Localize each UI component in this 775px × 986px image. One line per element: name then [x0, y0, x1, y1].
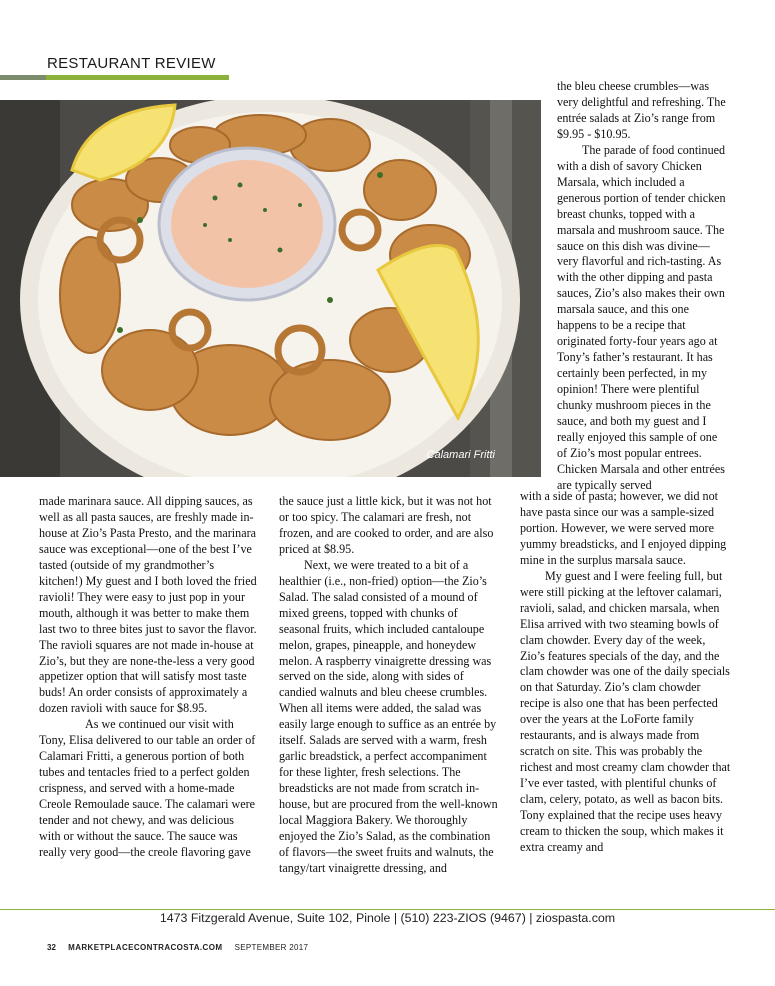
paragraph: As we continued our visit with Tony, Elisa delivered to our table an order of Calamari Fritti, a generous portion of both tubes and tentacles fried to a perfect golden crispness, and served with a home-made Creole Remoulade sauce. The calamari were tender and not chewy, and was delicious with or without the sauce. The sauce was really very good—the creole flavoring gave — [39, 717, 256, 859]
column-three-top — [557, 79, 727, 494]
paragraph: made marinara sauce. All dipping sauces, as well as all pasta sauces, are freshly made in-house at Zio’s Pasta Presto, and the marinara sauce was exceptional—one of the best I’ve tasted (outside of my grandmother’s kitchen!) My guest and I both loved the fried ravioli! They were easy to just pop in your mouth, although it was better to make them last two to three bites just to savor the flavor. The ravioli squares are not made in-house at Zio’s, but they are none-the-less a very good appetizer option that will satisfy most taste buds! An order consists of approximately a dozen ravioli with sauce for $8.95. — [39, 494, 257, 716]
paragraph: My guest and I were feeling full, but were still picking at the leftover calamari, ravioli, salad, and chicken marsala, when Elisa arrived with two steaming bowls of clam chowder. Every day of the week, Zio’s features specials of the day, and the clam chowder was one of the daily specials on that Saturday. Zio’s clam chowder recipe is also one that has been perfected over the years at the LoForte family restaurants, and is always made from scratch on site. This was probably the richest and most creamy clam chowder that I’ve ever tasted, with plentiful chunks of clam, celery, potato, as well as bacon bits. Tony explained that the recipe uses heavy cream to thicken the soup, which makes it extra creamy and — [520, 568, 731, 854]
column-two — [279, 494, 498, 877]
magazine-site: MARKETPLACECONTRACOSTA.COM — [68, 943, 223, 952]
paragraph: Next, we were treated to a bit of a healthier (i.e., non-fried) option—the Zio’s Salad. The salad consisted of a mound of mixed greens, topped with chunks of seasonal fruits, which included cantaloupe melon, grapes, pineapple, and honeydew melon. A raspberry vinaigrette dressing was served on the side, along with sides of candied walnuts and bleu cheese crumbles. When all items were added, the salad was easily large enough to suffice as an entrée by itself. Salads are served with a warm, fresh garlic breadstick, a perfect accompaniment for these lighter, fresh selections. The breadsticks are not made from scratch in-house, but are procured from the well-known local Maggiora Bakery. We thoroughly enjoyed the Zio’s Salad, as the combination of flavors—the sweet fruits and walnuts, the tangy/tart vinaigrette dressing, and — [279, 557, 498, 875]
footer-rule — [0, 909, 775, 910]
section-title: RESTAURANT REVIEW — [47, 55, 216, 72]
issue-date: SEPTEMBER 2017 — [234, 943, 309, 952]
restaurant-contact: 1473 Fitzgerald Avenue, Suite 102, Pinole | (510) 223-ZIOS (9467) | ziospasta.com — [159, 911, 616, 925]
header-rule-accent — [46, 75, 229, 80]
page-folio — [47, 943, 308, 952]
paragraph: with a side of pasta; however, we did not have pasta since our was a sample-sized portion. However, we were served more yummy breadsticks, and I enjoyed dipping mine in the surplus marsala sauce. — [520, 489, 727, 567]
column-one — [39, 494, 258, 861]
photo-caption: Calamari Fritti — [426, 449, 495, 461]
calamari-photo — [0, 100, 541, 477]
paragraph: The parade of food continued with a dish of savory Chicken Marsala, which included a generous portion of tender chicken breast chunks, topped with a marsala and mushroom sauce. The sauce on this dish was divine—very flavorful and rich-tasting. As with the other dipping and pasta sauces, Zio’s also makes their own marsala sauce, and this one happens to be a recipe that originated forty-four years ago at Tony’s father’s restaurant. It has certainly been perfected, in my opinion! There were plentiful chunky mushroom pieces in the sauce, and both my guest and I really enjoyed this sample of one of Zio’s most popular entrees. Chicken Marsala and other entrées are typically served — [557, 142, 726, 492]
page-number: 32 — [47, 943, 56, 952]
column-three-bottom — [520, 489, 732, 856]
header-rule-dark — [0, 75, 46, 80]
paragraph: the sauce just a little kick, but it was not hot or too spicy. The calamari are fresh, not frozen, and are cooked to order, and are also priced at $8.95. — [279, 494, 494, 556]
paragraph: the bleu cheese crumbles—was very delightful and refreshing. The entrée salads at Zio’s range from $9.95 - $10.95. — [557, 79, 726, 141]
